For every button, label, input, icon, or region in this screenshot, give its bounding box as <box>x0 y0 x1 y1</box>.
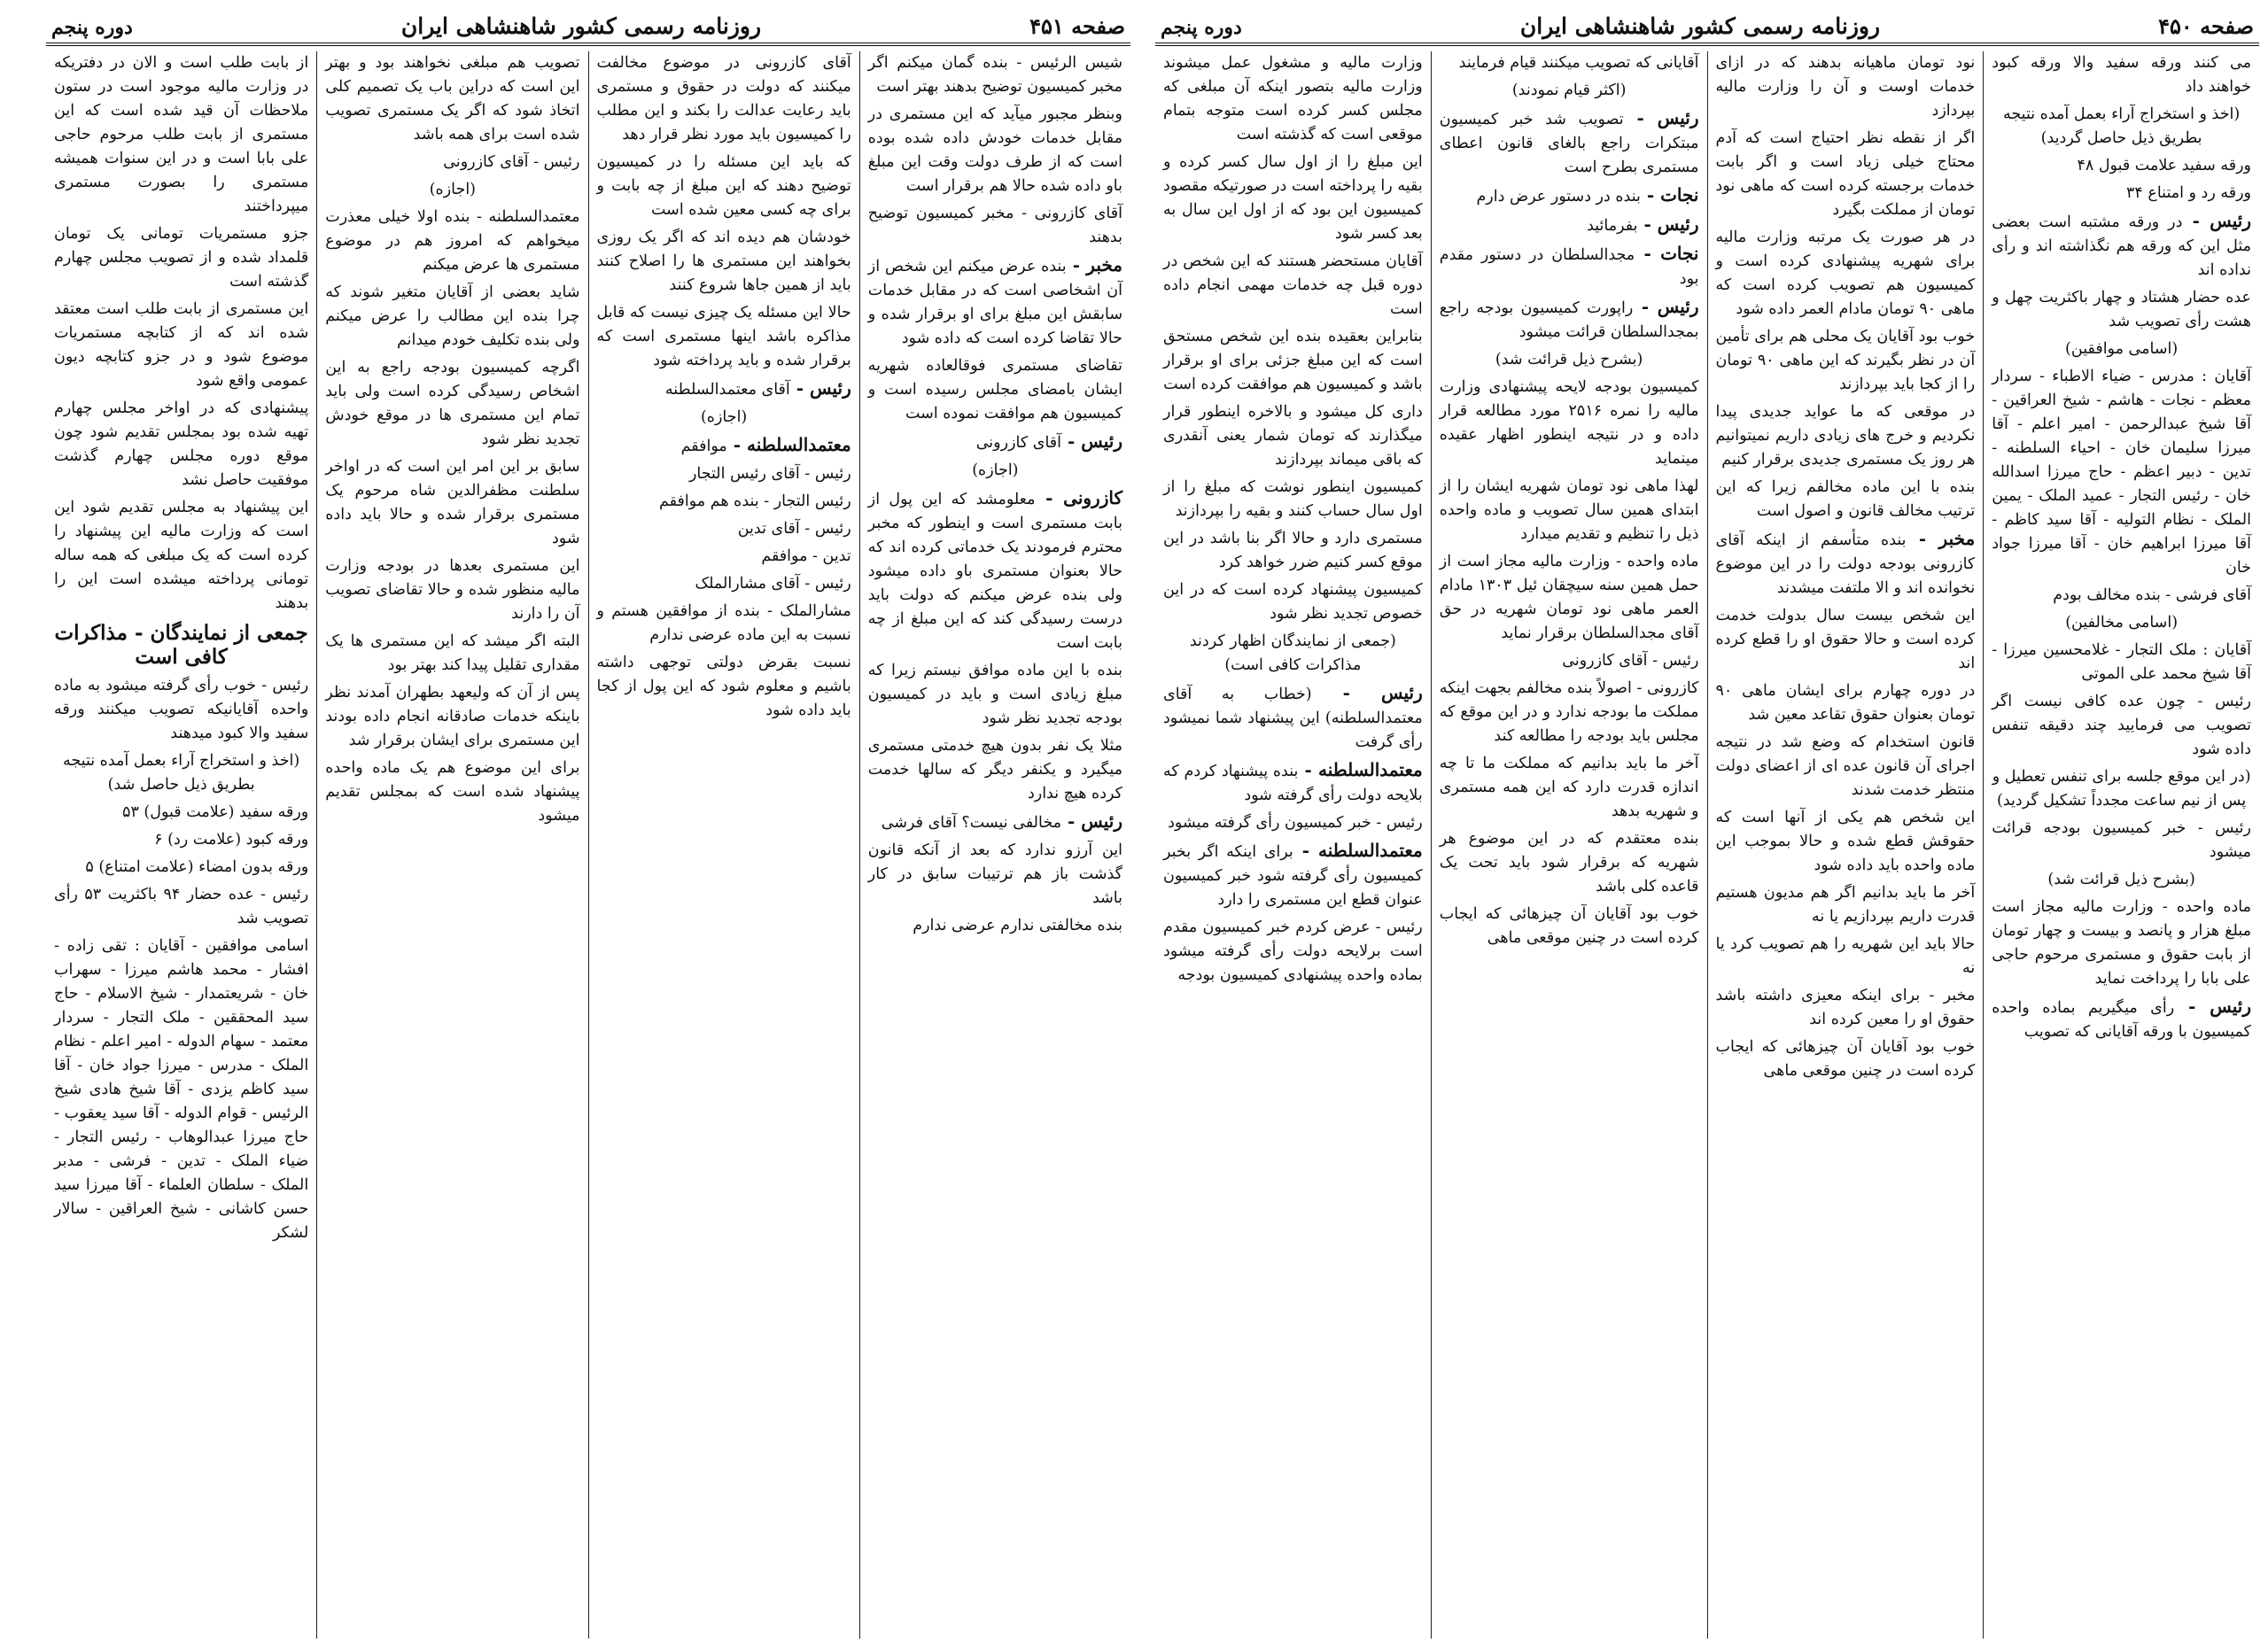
paragraph: آقای کازرونی - مخبر کمیسیون توضیح بدهند <box>867 205 1122 246</box>
right-period-label: دوره پنجم <box>1161 16 1242 39</box>
speaker-paragraph <box>1440 106 1699 180</box>
paragraph: وبنظر مجبور میآید که این مستمری در مقابل خدمات خودش داده شده بوده است که از طرف دولت وقت این مبلغ باو داده شده حالا هم برقرار است <box>867 105 1122 195</box>
paragraph: این شخص بیست سال بدولت خدمت کرده است و حالا حقوق او را قطع کرده اند <box>1715 607 1976 672</box>
speaker-text: معلومشد که این پول از بابت مستمری است و اینطور که مخبر محترم فرمودند یک خدماتی کرده اند که حالا بعنوان مستمری باو داده میشود ولی بنده عرض میکنم که دولت باید درست رسیدگی کند که این مبلغ از چه بابت است <box>867 491 1122 652</box>
speaker-paragraph <box>1163 839 1423 912</box>
paragraph: مثلا یک نفر بدون هیچ خدمتی مستمری میگیرد و یکنفر دیگر که سالها خدمت کرده هیچ ندارد <box>867 737 1122 802</box>
speaker-name: رئیس - <box>1623 107 1699 128</box>
paragraph: آقایان : مدرس - ضیاء الاطباء - سردار معظم - نجات - هاشم - شیخ العراقین - آقا شیخ عبدالرحمن - امیر اعلم - آقا میرزا سلیمان خان - احیاء السلطنه - تدین - دبیر اعظم - حاج میرزا اسدالله خان - رئیس التجار - عمید الملک - یمین الملک - نظام التولیه - آقا سید کاظم - آقا میرزا ابراهیم خان - آقا میرزا جواد خان <box>1992 368 2251 577</box>
paragraph: نود تومان ماهیانه بدهند که در ازای خدمات اوست و آن را وزارت مالیه بپردازد <box>1715 54 1976 120</box>
speaker-name: معتمدالسلطنه - <box>726 434 851 455</box>
speaker-paragraph <box>1440 242 1699 291</box>
paragraph: رئیس - خبر کمیسیون بودجه قرائت میشود <box>1992 819 2251 861</box>
speaker-text: در ورقه مشتبه است بعضی مثل این که ورقه هم نگذاشته اند و رأی نداده اند <box>1992 213 2251 279</box>
paragraph: این آرزو ندارد که بعد از آنکه قانون گذشت باز هم ترتیبات سابق در کار باشد <box>867 841 1122 907</box>
paragraph: خوب بود آقایان آن چیزهائی که ایجاب کرده است در چنین موقعی ماهی <box>1715 1038 1976 1080</box>
speaker-name: رئیس - <box>1061 430 1122 452</box>
paragraph: رئیس - عرض کردم خبر کمیسیون مقدم است برلایحه دولت رأی گرفته میشود بماده واحده پیشنهادی کمیسیون بودجه <box>1163 919 1423 984</box>
paragraph: خوب بود آقایان آن چیزهائی که ایجاب کرده است در چنین موقعی ماهی <box>1439 905 1699 947</box>
paragraph: خوب بود آقایان یک محلی هم برای تأمین آن در نظر بگیرند که این ماهی ۹۰ تومان را از کجا باید بپردازند <box>1715 328 1976 393</box>
paragraph: تصویب هم مبلغی نخواهند بود و بهتر این است که دراین باب یک تصمیم کلی اتخاذ شود که اگر یک مستمری تصویب شده است برای همه باشد <box>325 54 580 143</box>
paragraph: رئیس - عده حضار ۹۴ باکثریت ۵۳ رأی تصویب شد <box>54 886 309 927</box>
paragraph: کمیسیون اینطور نوشت که مبلغ را از اول سال حساب کنند و بقیه را بپردازند <box>1163 478 1423 520</box>
speaker-text: بفرمائید <box>1587 217 1638 235</box>
speaker-paragraph <box>1992 995 2251 1044</box>
right-newspaper-title: روزنامه رسمی کشور شاهنشاهی ایران <box>1519 13 1881 39</box>
speaker-text: (خطاب به آقای معتمدالسلطنه) این پیشنهاد شما نمیشود رأی گرفت <box>1163 686 1423 751</box>
speaker-text: برای اینکه اگر بخبر کمیسیون رأی گرفته شود خبر کمیسیون عنوان قطع این مستمری را دارد <box>1163 843 1423 909</box>
paragraph: آقایانی که تصویب میکنند قیام فرمایند <box>1458 54 1699 72</box>
section-heading: جمعی از نمایندگان - مذاکرات کافی است <box>54 621 308 669</box>
speaker-name: رئیس - <box>1061 810 1122 832</box>
paragraph: رئیس - آقای رئیس التجار <box>688 465 851 483</box>
paragraph: ورقه سفید (علامت قبول) ۵۳ <box>122 803 309 821</box>
left-columns <box>46 51 1130 1639</box>
parenthetical-note: (بشرح ذیل قرائت شد) <box>2047 871 2195 888</box>
paragraph: آقای کازرونی در موضوع مخالفت میکنند که دولت در حقوق و مستمری باید رعایت عدالت را بکند و این مطلب را کمیسیون باید مورد نظر قرار دهد <box>596 54 851 143</box>
right-page <box>1143 0 2268 1651</box>
right-page-number: صفحه ۴۵۰ <box>2158 13 2254 39</box>
paragraph: لهذا ماهی نود تومان شهریه ایشان را از ابتدای همین سال تصویب و ماده واحده ذیل را تنظیم و تقدیم میدارد <box>1439 477 1699 543</box>
paragraph: رئیس - آقای کازرونی <box>443 153 580 171</box>
speaker-paragraph <box>1992 209 2251 283</box>
paragraph: آقای فرشی - بنده مخالف بودم <box>2053 586 2251 604</box>
speaker-paragraph <box>597 376 851 402</box>
speaker-text: مجدالسلطان در دستور مقدم بود <box>1439 246 1699 288</box>
paragraph: حالا این مسئله یک چیزی نیست که قابل مذاکره باشد اینها مستمری است که برقرار شده و باید پرداخته شود <box>596 304 851 369</box>
paragraph: رئیس - چون عده کافی نیست اگر تصویب می فرمایید چند دقیقه تنفس داده شود <box>1992 693 2251 758</box>
speaker-name: مخبر - <box>1906 528 1976 549</box>
speaker-text: آقای معتمدالسلطنه <box>664 381 790 399</box>
speaker-paragraph <box>1440 295 1699 345</box>
speaker-paragraph <box>868 253 1122 351</box>
speaker-text: بنده متأسفم از اینکه آقای کازرونی بودجه دولت را در این موضوع نخوانده اند و الا ملتفت میشدند <box>1715 531 1976 597</box>
paragraph: کازرونی - اصولاً بنده مخالفم بجهت اینکه مملکت ما بودجه ندارد و در این موقع که مجلس باید بودجه را مطالعه کند <box>1439 679 1699 745</box>
paragraph: پس از آن که ولیعهد بطهران آمدند نظر باینکه خدمات صادقانه انجام داده بودند این مستمری برای ایشان برقرار شد <box>325 684 580 749</box>
paragraph: اسامی موافقین - آقایان : تقی زاده - افشار - محمد هاشم میرزا - سهراب خان - شریعتمدار - شیخ الاسلام - حاج سید المحققین - ملک التجار - سردار معتمد - سهام الدوله - امیر اعلم - نظام الملک - مدرس - میرزا جواد خان - آقا سید کاظم یزدی - آقا شیخ هادی شیخ الرئیس - قوام الدوله - آقا سید یعقوب - حاج میرزا عبدالوهاب - رئیس التجار - ضیاء الملک - تدین - فرشی - مدبر الملک - سلطان العلماء - آقا میرزا سید حسن کاشانی - شیخ العراقین - سالار لشکر <box>54 937 309 1242</box>
paragraph: بنده با این ماده مخالفم زیرا که این ترتیب مخالف قانون و اصول است <box>1715 478 1976 520</box>
paragraph: می کنند ورقه سفید والا ورقه کبود خواهند داد <box>1992 54 2251 96</box>
speaker-paragraph <box>1440 183 1699 209</box>
left-column-3 <box>316 51 587 1639</box>
speaker-paragraph <box>1163 681 1423 755</box>
speaker-name: مخبر - <box>1066 254 1122 275</box>
paragraph: جزو مستمریات تومانی یک تومان قلمداد شده و از تصویب مجلس چهارم گذشته است <box>54 225 309 291</box>
speaker-paragraph <box>868 486 1122 655</box>
paragraph: در موقعی که ما عواید جدیدی پیدا نکردیم و خرج های زیادی داریم نمیتوانیم هر روز یک مستمری جدیدی برقرار کنیم <box>1715 403 1976 469</box>
right-column-1 <box>1983 51 2259 1639</box>
left-column-1 <box>859 51 1130 1639</box>
speaker-paragraph <box>1163 758 1423 808</box>
paragraph: شاید بعضی از آقایان متغیر شوند که چرا بنده این مطالب را عرض میکنم ولی بنده تکلیف خودم میدانم <box>325 283 580 349</box>
left-period-label: دوره پنجم <box>51 16 133 39</box>
right-column-2 <box>1707 51 1984 1639</box>
speaker-text: تصویب شد خبر کمیسیون مبتکرات راجع بالغای قانون اعطای مستمری بطرح است <box>1439 111 1699 176</box>
left-column-2 <box>588 51 859 1639</box>
speaker-text: آقای کازرونی <box>975 434 1062 452</box>
speaker-paragraph <box>868 430 1122 455</box>
paragraph: معتمدالسلطنه - بنده اولا خیلی معذرت میخواهم که امروز هم در موضوع مستمری ها عرض میکنم <box>325 208 580 274</box>
paragraph: قانون استخدام که وضع شد در نتیجه اجرای آن قانون عده ای از اعضای دولت منتظر خدمت شدند <box>1715 733 1976 799</box>
paragraph: شیس الرئیس - بنده گمان میکنم اگر مخبر کمیسیون توضیح بدهند بهتر است <box>867 54 1122 96</box>
right-column-4 <box>1155 51 1431 1639</box>
left-column-4 <box>46 51 316 1639</box>
parenthetical-note: (اخذ و استخراج آراء بعمل آمده نتیجه بطریق ذیل حاصل گردید) <box>2003 105 2241 147</box>
paragraph: البته اگر میشد که این مستمری ها یک مقداری تقلیل پیدا کند بهتر بود <box>325 632 580 674</box>
paragraph: این شخص هم یکی از آنها است که حقوقش قطع شده و حالا بموجب این ماده واحده باید داده شود <box>1715 809 1976 874</box>
paragraph: ماده واحده - وزارت مالیه مجاز است از حمل همین سنه سیچقان ئیل ۱۳۰۳ مادام العمر ماهی نود تومان شهریه در حق آقای مجدالسلطان برقرار نماید <box>1439 553 1699 642</box>
paragraph: خودشان هم دیده اند که اگر یک روزی بخواهند این مستمری ها را اصلاح کنند باید از همین جاها شروع کنند <box>596 229 851 294</box>
speaker-name: نجات - <box>1635 243 1699 264</box>
paragraph: مشارالملک - بنده از موافقین هستم و نسبت به این ماده عرضی ندارم <box>596 602 851 644</box>
speaker-name: نجات - <box>1640 184 1699 205</box>
speaker-text: بنده پیشنهاد کردم که بلایحه دولت رأی گرفته شود <box>1163 763 1423 804</box>
paragraph: حالا باید این شهریه را هم تصویب کرد یا نه <box>1715 935 1976 977</box>
speaker-text: بنده عرض میکنم این شخص از آن اشخاصی است که در مقابل خدمات سابقش این مبلغ برای او برقرار شده و حالا تقاضا کرده است که داده شود <box>867 258 1122 347</box>
paragraph: اگر از نقطه نظر احتیاج است که آدم محتاج خیلی زیاد است و اگر بابت خدمات برجسته کرده است که ماهی نود تومان از مملکت بگیرد <box>1715 129 1976 219</box>
paragraph: بنابراین بعقیده بنده این شخص مستحق است که این مبلغ جزئی برای او برقرار باشد و کمیسیون هم موافقت کرده است <box>1163 328 1423 393</box>
speaker-name: کازرونی - <box>1035 487 1122 508</box>
speaker-text: بنده در دستور عرض دارم <box>1476 188 1641 205</box>
paragraph: بنده معتقدم که در این موضوع هر شهریه که برقرار شود باید تحت یک قاعده کلی باشد <box>1439 830 1699 895</box>
paragraph: ورقه کبود (علامت رد) ۶ <box>154 831 309 849</box>
parenthetical-note: (در این موقع جلسه برای تنفس تعطیل و پس از نیم ساعت مجدداً تشکیل گردید) <box>1992 768 2251 810</box>
paragraph: ورقه رد و امتناع ۳۴ <box>2126 184 2251 202</box>
speaker-name: رئیس - <box>2182 210 2252 231</box>
right-column-3 <box>1431 51 1707 1639</box>
speaker-paragraph <box>1716 527 1976 601</box>
paragraph: از بابت طلب است و الان در دفتریکه در وزارت مالیه موجود است در ستون ملاحظات آن قید شده است که این مستمری از بابت طلب مرحوم حاجی علی بابا است و در این سنوات همیشه مستمری را بصورت مستمری میپرداختند <box>54 54 309 215</box>
parenthetical-note: (اسامی مخالفین) <box>2065 614 2179 632</box>
paragraph: پیشنهادی که در اواخر مجلس چهارم تهیه شده بود بمجلس تقدیم شود چون موقع دوره مجلس چهارم گذشت موفقیت حاصل نشد <box>54 399 309 489</box>
paragraph: مستمری دارد و حالا اگر بنا باشد در این موقع کسر کنیم ضرر خواهد کرد <box>1163 530 1423 571</box>
right-columns <box>1155 51 2259 1639</box>
paragraph: رئیس - آقای تدین <box>737 520 851 538</box>
speaker-name: رئیس - <box>789 377 851 399</box>
paragraph: رئیس - خبر کمیسیون رأی گرفته میشود <box>1168 814 1423 832</box>
left-page-number: صفحه ۴۵۱ <box>1029 13 1125 39</box>
paragraph: این مبلغ را از اول سال کسر کرده و بقیه را پرداخته است در صورتیکه مقصود کمیسیون این بود که از اول این سال به بعد کسر شود <box>1163 153 1423 243</box>
speaker-text: موافقم <box>680 438 727 455</box>
speaker-name: رئیس - <box>1311 682 1423 703</box>
speaker-name: معتمدالسلطنه - <box>1298 759 1423 780</box>
speaker-name: رئیس - <box>2174 996 2251 1017</box>
paragraph: که باید این مسئله را در کمیسیون توضیح دهند که این مبلغ از چه بابت و برای چه کسی معین شده است <box>596 153 851 219</box>
paragraph: تدین - موافقم <box>761 547 851 565</box>
speaker-paragraph <box>597 433 851 459</box>
paragraph: این پیشنهاد به مجلس تقدیم شود این است که وزارت مالیه این پیشنهاد را کرده است که یک مبلغی که همه ساله تومانی پرداخته میشده است این را بدهند <box>54 499 309 612</box>
parenthetical-note: (اجازه) <box>429 181 477 198</box>
parenthetical-note: (اسامی موافقین) <box>2065 340 2179 358</box>
paragraph: ورقه بدون امضاء (علامت امتناع) ۵ <box>85 858 309 876</box>
paragraph: بنده مخالفتی ندارم عرضی ندارم <box>913 917 1122 934</box>
parenthetical-note: (جمعی از نمایندگان اظهار کردند مذاکرات کافی است) <box>1189 632 1396 674</box>
paragraph: این مستمری بعدها در بودجه وزارت مالیه منظور شده و حالا تقاضای تصویب آن را دارند <box>325 557 580 623</box>
paragraph: آقایان مستحضر هستند که این شخص در دوره قبل چه خدمات مهمی انجام داده است <box>1163 252 1423 318</box>
paragraph: رئیس التجار - بنده هم موافقم <box>659 492 851 510</box>
paragraph: عده حضار هشتاد و چهار باکثریت چهل و هشت رأی تصویب شد <box>1992 289 2251 330</box>
left-masthead <box>46 7 1130 46</box>
paragraph: کمیسیون بودجه لایحه پیشنهادی وزارت مالیه را نمره ۲۵۱۶ مورد مطالعه قرار داده و در نتیجه اینطور اظهار عقیده مینماید <box>1439 378 1699 468</box>
paragraph: نسبت بقرض دولتی توجهی داشته باشیم و معلوم شود که این پول از کجا باید داده شود <box>596 654 851 719</box>
speaker-text: رأی میگیریم بماده واحده کمیسیون با ورقه آقایانی که تصویب <box>1992 999 2251 1041</box>
paragraph: در هر صورت یک مرتبه وزارت مالیه برای شهریه پیشنهادی کرده است و کمیسیون هم تصویب کرده است که ماهی ۹۰ تومان مادام العمر داده شود <box>1715 229 1976 318</box>
paragraph: داری کل میشود و بالاخره اینطور قرار میگذارند که تومان شمار یعنی آنقدری که باقی میماند بپردازند <box>1163 403 1423 469</box>
paragraph: ماده واحده - وزارت مالیه مجاز است مبلغ هزار و پانصد و بیست و چهار تومان از بابت حقوق و مستمری مرحوم حاجی علی بابا را پرداخت نماید <box>1992 898 2251 988</box>
paragraph: آقایان : ملک التجار - غلامحسین میرزا - آقا شیخ محمد علی الموتی <box>1992 641 2251 683</box>
paragraph: بنده با این ماده موافق نیستم زیرا که مبلغ زیادی است و باید در کمیسیون بودجه تجدید نظر شود <box>867 662 1122 727</box>
speaker-text: راپورت کمیسیون بودجه راجع بمجدالسلطان قرائت میشود <box>1439 299 1699 341</box>
parenthetical-note: (اکثر قیام نمودند) <box>1511 81 1627 99</box>
speaker-name: رئیس - <box>1637 213 1699 235</box>
paragraph: سابق بر این امر این است که در اواخر سلطنت مظفرالدین شاه مرحوم یک مستمری برقرار شده و حالا باید داده شود <box>325 458 580 547</box>
parenthetical-note: (اجازه) <box>972 461 1019 479</box>
paragraph: رئیس - خوب رأی گرفته میشود به ماده واحده آقایانیکه تصویب میکنند ورقه سفید والا کبود میدهند <box>54 677 309 742</box>
speaker-paragraph <box>868 810 1122 835</box>
right-masthead <box>1155 7 2259 46</box>
speaker-name: رئیس - <box>1633 296 1699 317</box>
paragraph: آخر ما باید بدانیم که مملکت ما تا چه اندازه قدرت دارد که این همه مستمری و شهریه بدهد <box>1439 755 1699 820</box>
paragraph: در دوره چهارم برای ایشان ماهی ۹۰ تومان بعنوان حقوق تقاعد معین شد <box>1715 682 1976 724</box>
parenthetical-note: (بشرح ذیل قرائت شد) <box>1495 351 1643 368</box>
parenthetical-note: (اخذ و استخراج آراء بعمل آمده نتیجه بطریق ذیل حاصل شد) <box>63 752 300 794</box>
paragraph: ورقه سفید علامت قبول ۴۸ <box>2077 157 2251 174</box>
paragraph: آخر ما باید بدانیم اگر هم مدیون هستیم قدرت داریم بپردازیم یا نه <box>1715 884 1976 926</box>
paragraph: برای این موضوع هم یک ماده واحده پیشنهاد شده است که بمجلس تقدیم میشود <box>325 759 580 825</box>
speaker-text: مخالفی نیست؟ آقای فرشی <box>881 814 1062 832</box>
left-newspaper-title: روزنامه رسمی کشور شاهنشاهی ایران <box>400 13 762 39</box>
paragraph: اگرچه کمیسیون بودجه راجع به این اشخاص رسیدگی کرده است ولی باید تمام این مستمری ها در موقع خودش تجدید نظر شود <box>325 359 580 448</box>
paragraph: این مستمری از بابت طلب است معتقد شده اند که از کتابچه مستمریات موضوع شود و در جزو کتابچه دیون عمومی واقع شود <box>54 300 309 390</box>
paragraph: مخبر - برای اینکه معیزی داشته باشد حقوق او را معین کرده اند <box>1715 987 1976 1028</box>
paragraph: رئیس - آقای مشارالملک <box>695 575 851 593</box>
paragraph: کمیسیون پیشنهاد کرده است که در این خصوص تجدید نظر شود <box>1163 581 1423 623</box>
speaker-paragraph <box>1440 213 1699 238</box>
parenthetical-note: (اجازه) <box>700 408 748 426</box>
paragraph: وزارت مالیه و مشغول عمل میشوند وزارت مالیه بتصور اینکه آن مبلغی که مجلس کسر کرده است متوجه بتمام موقعی است که گذشته است <box>1163 54 1423 143</box>
speaker-name: معتمدالسلطنه - <box>1293 840 1423 861</box>
paragraph: رئیس - آقای کازرونی <box>1562 652 1699 670</box>
paragraph: تقاضای مستمری فوقالعاده شهریه ایشان بامضای مجلس رسیده است و کمیسیون هم موافقت نموده است <box>867 357 1122 422</box>
